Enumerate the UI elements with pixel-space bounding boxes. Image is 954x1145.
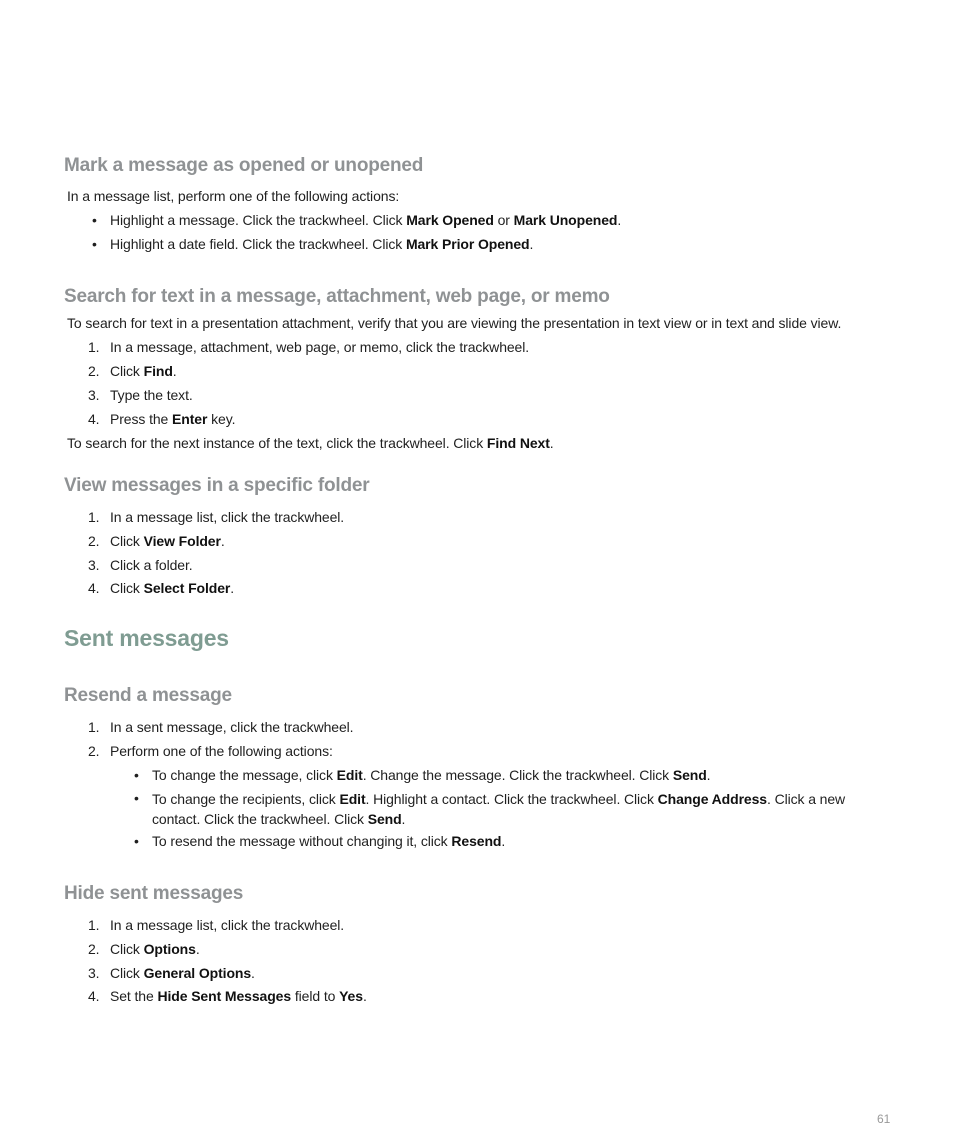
ui-term: Resend <box>451 833 502 849</box>
list-item <box>88 941 200 958</box>
list-item <box>88 387 193 404</box>
list-number: 4. <box>88 988 100 1004</box>
section-outro <box>67 435 554 452</box>
section-heading-search-text: Search for text in a message, attachment, web page, or memo <box>64 286 610 307</box>
text: In a message, attachment, web page, or memo, click the trackwheel. <box>110 339 530 355</box>
ui-term: Mark Unopened <box>513 212 618 228</box>
bullet-item <box>92 236 533 253</box>
text: Set the <box>110 988 158 1004</box>
bullet-item <box>134 767 710 784</box>
list-item <box>88 509 344 526</box>
section-heading-resend: Resend a message <box>64 685 232 706</box>
bullet-marker: • <box>134 767 139 783</box>
ui-term: Mark Prior Opened <box>405 236 530 252</box>
text: . Highlight a contact. Click the trackwheel. Click <box>365 791 658 807</box>
text: . <box>362 988 367 1004</box>
list-item <box>88 580 234 597</box>
list-number: 3. <box>88 965 100 981</box>
list-item <box>88 533 225 550</box>
ui-term: Options <box>143 941 196 957</box>
text: key. <box>207 411 236 427</box>
section-heading-view-folder: View messages in a specific folder <box>64 475 370 496</box>
list-number: 2. <box>88 743 100 759</box>
bullet-item <box>134 790 897 829</box>
text: Press the <box>110 411 173 427</box>
text: . <box>195 941 200 957</box>
text: . <box>401 811 406 827</box>
text: Highlight a date field. Click the trackwheel. Click <box>110 236 406 252</box>
text: Click <box>110 533 144 549</box>
text: Click <box>110 580 144 596</box>
text: . <box>501 833 506 849</box>
text: Click <box>110 965 144 981</box>
section-heading-hide-sent: Hide sent messages <box>64 883 244 904</box>
list-number: 2. <box>88 363 100 379</box>
text: In a message list, click the trackwheel. <box>110 917 345 933</box>
ui-term: Find Next <box>486 435 550 451</box>
list-number: 2. <box>88 533 100 549</box>
list-item <box>88 363 177 380</box>
text: . <box>706 767 711 783</box>
list-item <box>88 557 193 574</box>
list-number: 4. <box>88 411 100 427</box>
text: To change the recipients, click <box>152 791 340 807</box>
chapter-heading-sent-messages: Sent messages <box>64 625 229 651</box>
list-item <box>88 719 353 736</box>
list-item <box>88 339 529 356</box>
text: or <box>493 212 514 228</box>
text: . <box>251 965 255 981</box>
text: . <box>220 533 225 549</box>
ui-term: View Folder <box>143 533 221 549</box>
text: Highlight a message. Click the trackwheel. Click <box>110 212 407 228</box>
text: . <box>230 580 235 596</box>
text: . Change the message. Click the trackwheel. Click <box>362 767 673 783</box>
ui-term: Send <box>672 767 707 783</box>
ui-term: Hide Sent Messages <box>157 988 292 1004</box>
text: To resend the message without changing it, click <box>152 833 452 849</box>
ui-term: Yes <box>339 988 363 1004</box>
section-heading-mark-opened: Mark a message as opened or unopened <box>64 155 424 176</box>
section-intro: In a message list, perform one of the following actions: <box>67 188 400 204</box>
text: Click <box>110 363 144 379</box>
list-item <box>88 917 344 934</box>
list-item <box>88 743 333 760</box>
text: To search for the next instance of the text, click the trackwheel. Click <box>67 435 487 451</box>
list-item <box>88 965 255 982</box>
text: In a sent message, click the trackwheel. <box>110 719 354 735</box>
text: . <box>529 236 534 252</box>
text: In a message list, click the trackwheel. <box>110 509 345 525</box>
text: To change the message, click <box>152 767 337 783</box>
ui-term: General Options <box>143 965 252 981</box>
list-number: 1. <box>88 339 100 355</box>
list-item <box>88 988 367 1005</box>
ui-term: Change Address <box>657 791 767 807</box>
bullet-marker: • <box>92 236 97 252</box>
bullet-text <box>152 789 897 829</box>
list-item <box>88 411 235 428</box>
text: Click <box>110 941 144 957</box>
list-number: 3. <box>88 387 100 403</box>
list-number: 2. <box>88 941 100 957</box>
list-number: 1. <box>88 719 100 735</box>
text: . <box>617 212 622 228</box>
bullet-marker: • <box>92 212 97 228</box>
list-number: 1. <box>88 509 100 525</box>
text: . Click a new contact. Click the trackwheel. Click <box>152 791 846 827</box>
page-number: 61 <box>877 1112 891 1126</box>
bullet-item <box>92 212 621 229</box>
ui-term: Edit <box>336 767 363 783</box>
bullet-marker: • <box>134 790 139 806</box>
text: Click a folder. <box>110 557 193 573</box>
list-number: 1. <box>88 917 100 933</box>
text: Type the text. <box>110 387 193 403</box>
ui-term: Select Folder <box>143 580 231 596</box>
text: Perform one of the following actions: <box>110 743 333 759</box>
bullet-item <box>134 833 505 850</box>
list-number: 3. <box>88 557 100 573</box>
ui-term: Find <box>143 363 173 379</box>
section-intro: To search for text in a presentation attachment, verify that you are viewing the presentation in text view or in text and slide view. <box>67 315 842 331</box>
ui-term: Edit <box>339 791 366 807</box>
ui-term: Enter <box>172 411 208 427</box>
ui-term: Send <box>367 811 402 827</box>
bullet-marker: • <box>134 833 139 849</box>
text: field to <box>291 988 340 1004</box>
text: . <box>549 435 554 451</box>
text: . <box>172 363 177 379</box>
ui-term: Mark Opened <box>406 212 494 228</box>
list-number: 4. <box>88 580 100 596</box>
